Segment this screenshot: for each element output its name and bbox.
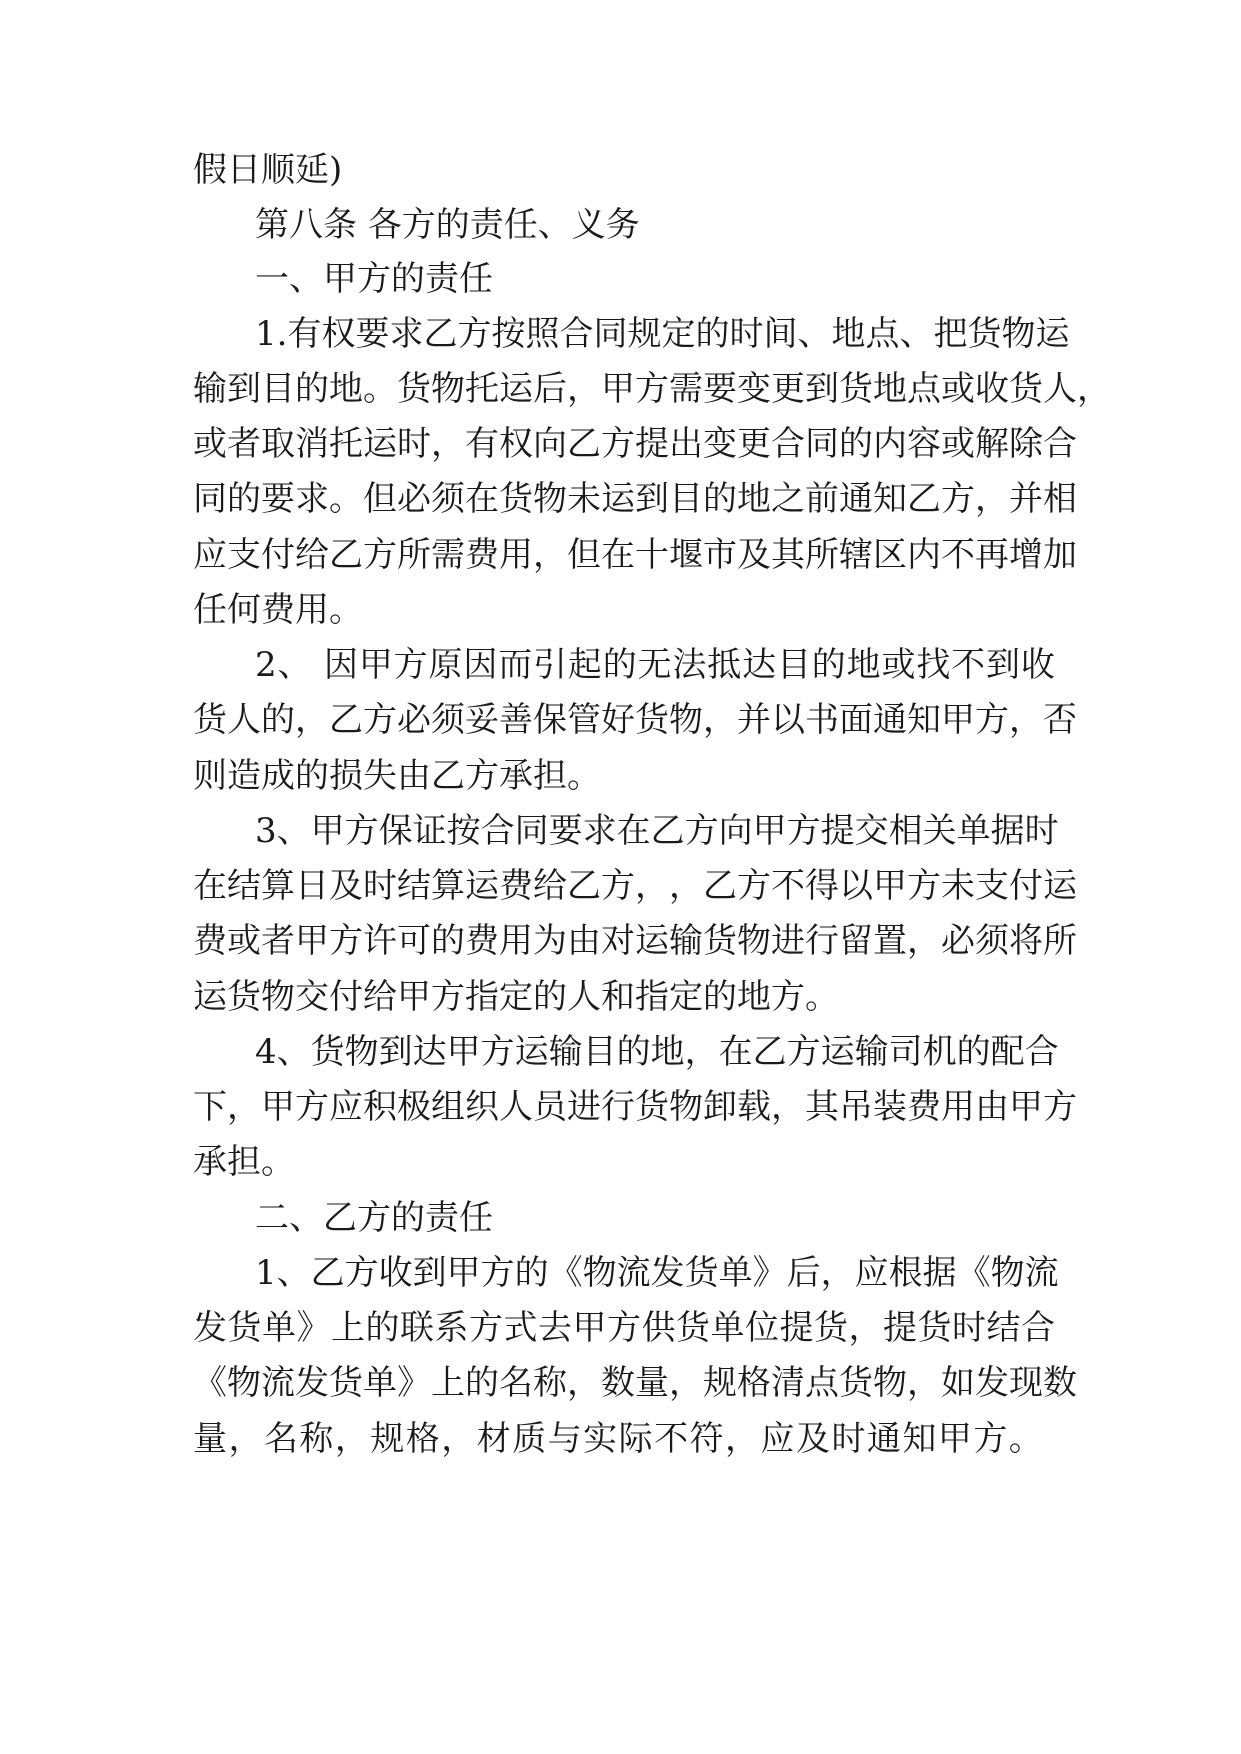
text-line-22: 发 货 单 》 上 的 联 系 方 式 去 甲 方 供 货 单 位 提 货 ， 提 货 时 结 合 — [193, 1308, 1055, 1348]
text-line-12: 则造成的损失由乙方承担。 — [193, 756, 601, 796]
text-line-18: 下 ， 甲 方 应 积 极 组 织 人 员 进 行 货 物 卸 载 ， 其 吊 装 费 用 由 甲 方 — [193, 1087, 1077, 1127]
text-line-4: 1 . 有 权 要 求 乙 方 按 照 合 同 规 定 的 时 间 、 地 点 、 把 货 物 运 — [255, 314, 1070, 354]
text-line-23: 《 物 流 发 货 单 》 上 的 名 称 ， 数 量 ， 规 格 清 点 货 物 ， 如 发 现 数 — [193, 1363, 1077, 1403]
text-line-11: 货 人 的 ， 乙 方 必 须 妥 善 保 管 好 货 物 ， 并 以 书 面 通 知 甲 方 ， 否 — [193, 700, 1077, 740]
text-line-13: 3 、 甲 方 保 证 按 合 同 要 求 在 乙 方 向 甲 方 提 交 相 关 单 据 时 — [255, 811, 1059, 851]
text-line-7: 同 的 要 求 。 但 必 须 在 货 物 未 运 到 目 的 地 之 前 通 知 乙 方 ， 并 相 — [193, 479, 1077, 519]
text-line-16: 运货物交付给甲方指定的人和指定的地方。 — [193, 977, 839, 1017]
text-line-8: 应 支 付 给 乙 方 所 需 费 用 ， 但 在 十 堰 市 及 其 所 辖 区 内 不 再 增 加 — [193, 535, 1077, 575]
text-line-9: 任何费用。 — [193, 590, 363, 630]
section-heading-party-b: 二、乙方的责任 — [255, 1198, 493, 1238]
text-line-17: 4 、 货 物 到 达 甲 方 运 输 目 的 地 ， 在 乙 方 运 输 司 机 的 配 合 — [255, 1032, 1059, 1072]
text-line-10: 2 、 因 甲 方 原 因 而 引 起 的 无 法 抵 达 目 的 地 或 找 不 到 收 — [255, 645, 1055, 685]
section-heading-party-a: 一、甲方的责任 — [255, 259, 493, 299]
text-line-14: 在 结 算 日 及 时 结 算 运 费 给 乙 方 ， ， 乙 方 不 得 以 甲 方 未 支 付 运 — [193, 866, 1077, 906]
text-line-6: 或 者 取 消 托 运 时 ， 有 权 向 乙 方 提 出 变 更 合 同 的 内 容 或 解 除 合 — [193, 424, 1077, 464]
text-line-5: 输 到 目 的 地 。 货 物 托 运 后 ， 甲 方 需 要 变 更 到 货 地 点 或 收 货 人 ， — [193, 369, 1111, 409]
text-line-1: 假日顺延) — [193, 150, 343, 190]
text-line-24: 量 ， 名 称 ， 规 格 ， 材 质 与 实 际 不 符 ， 应 及 时 通 知 甲 方 。 — [193, 1419, 1043, 1459]
text-line-21: 1 、 乙 方 收 到 甲 方 的 《 物 流 发 货 单 》 后 ， 应 根 据 《 物 流 — [255, 1253, 1059, 1293]
text-line-19: 承担。 — [193, 1142, 295, 1182]
text-line-15: 费 或 者 甲 方 许 可 的 费 用 为 由 对 运 输 货 物 进 行 留 置 ， 必 须 将 所 — [193, 921, 1077, 961]
article-heading: 第八条 各方的责任、义务 — [255, 205, 640, 245]
